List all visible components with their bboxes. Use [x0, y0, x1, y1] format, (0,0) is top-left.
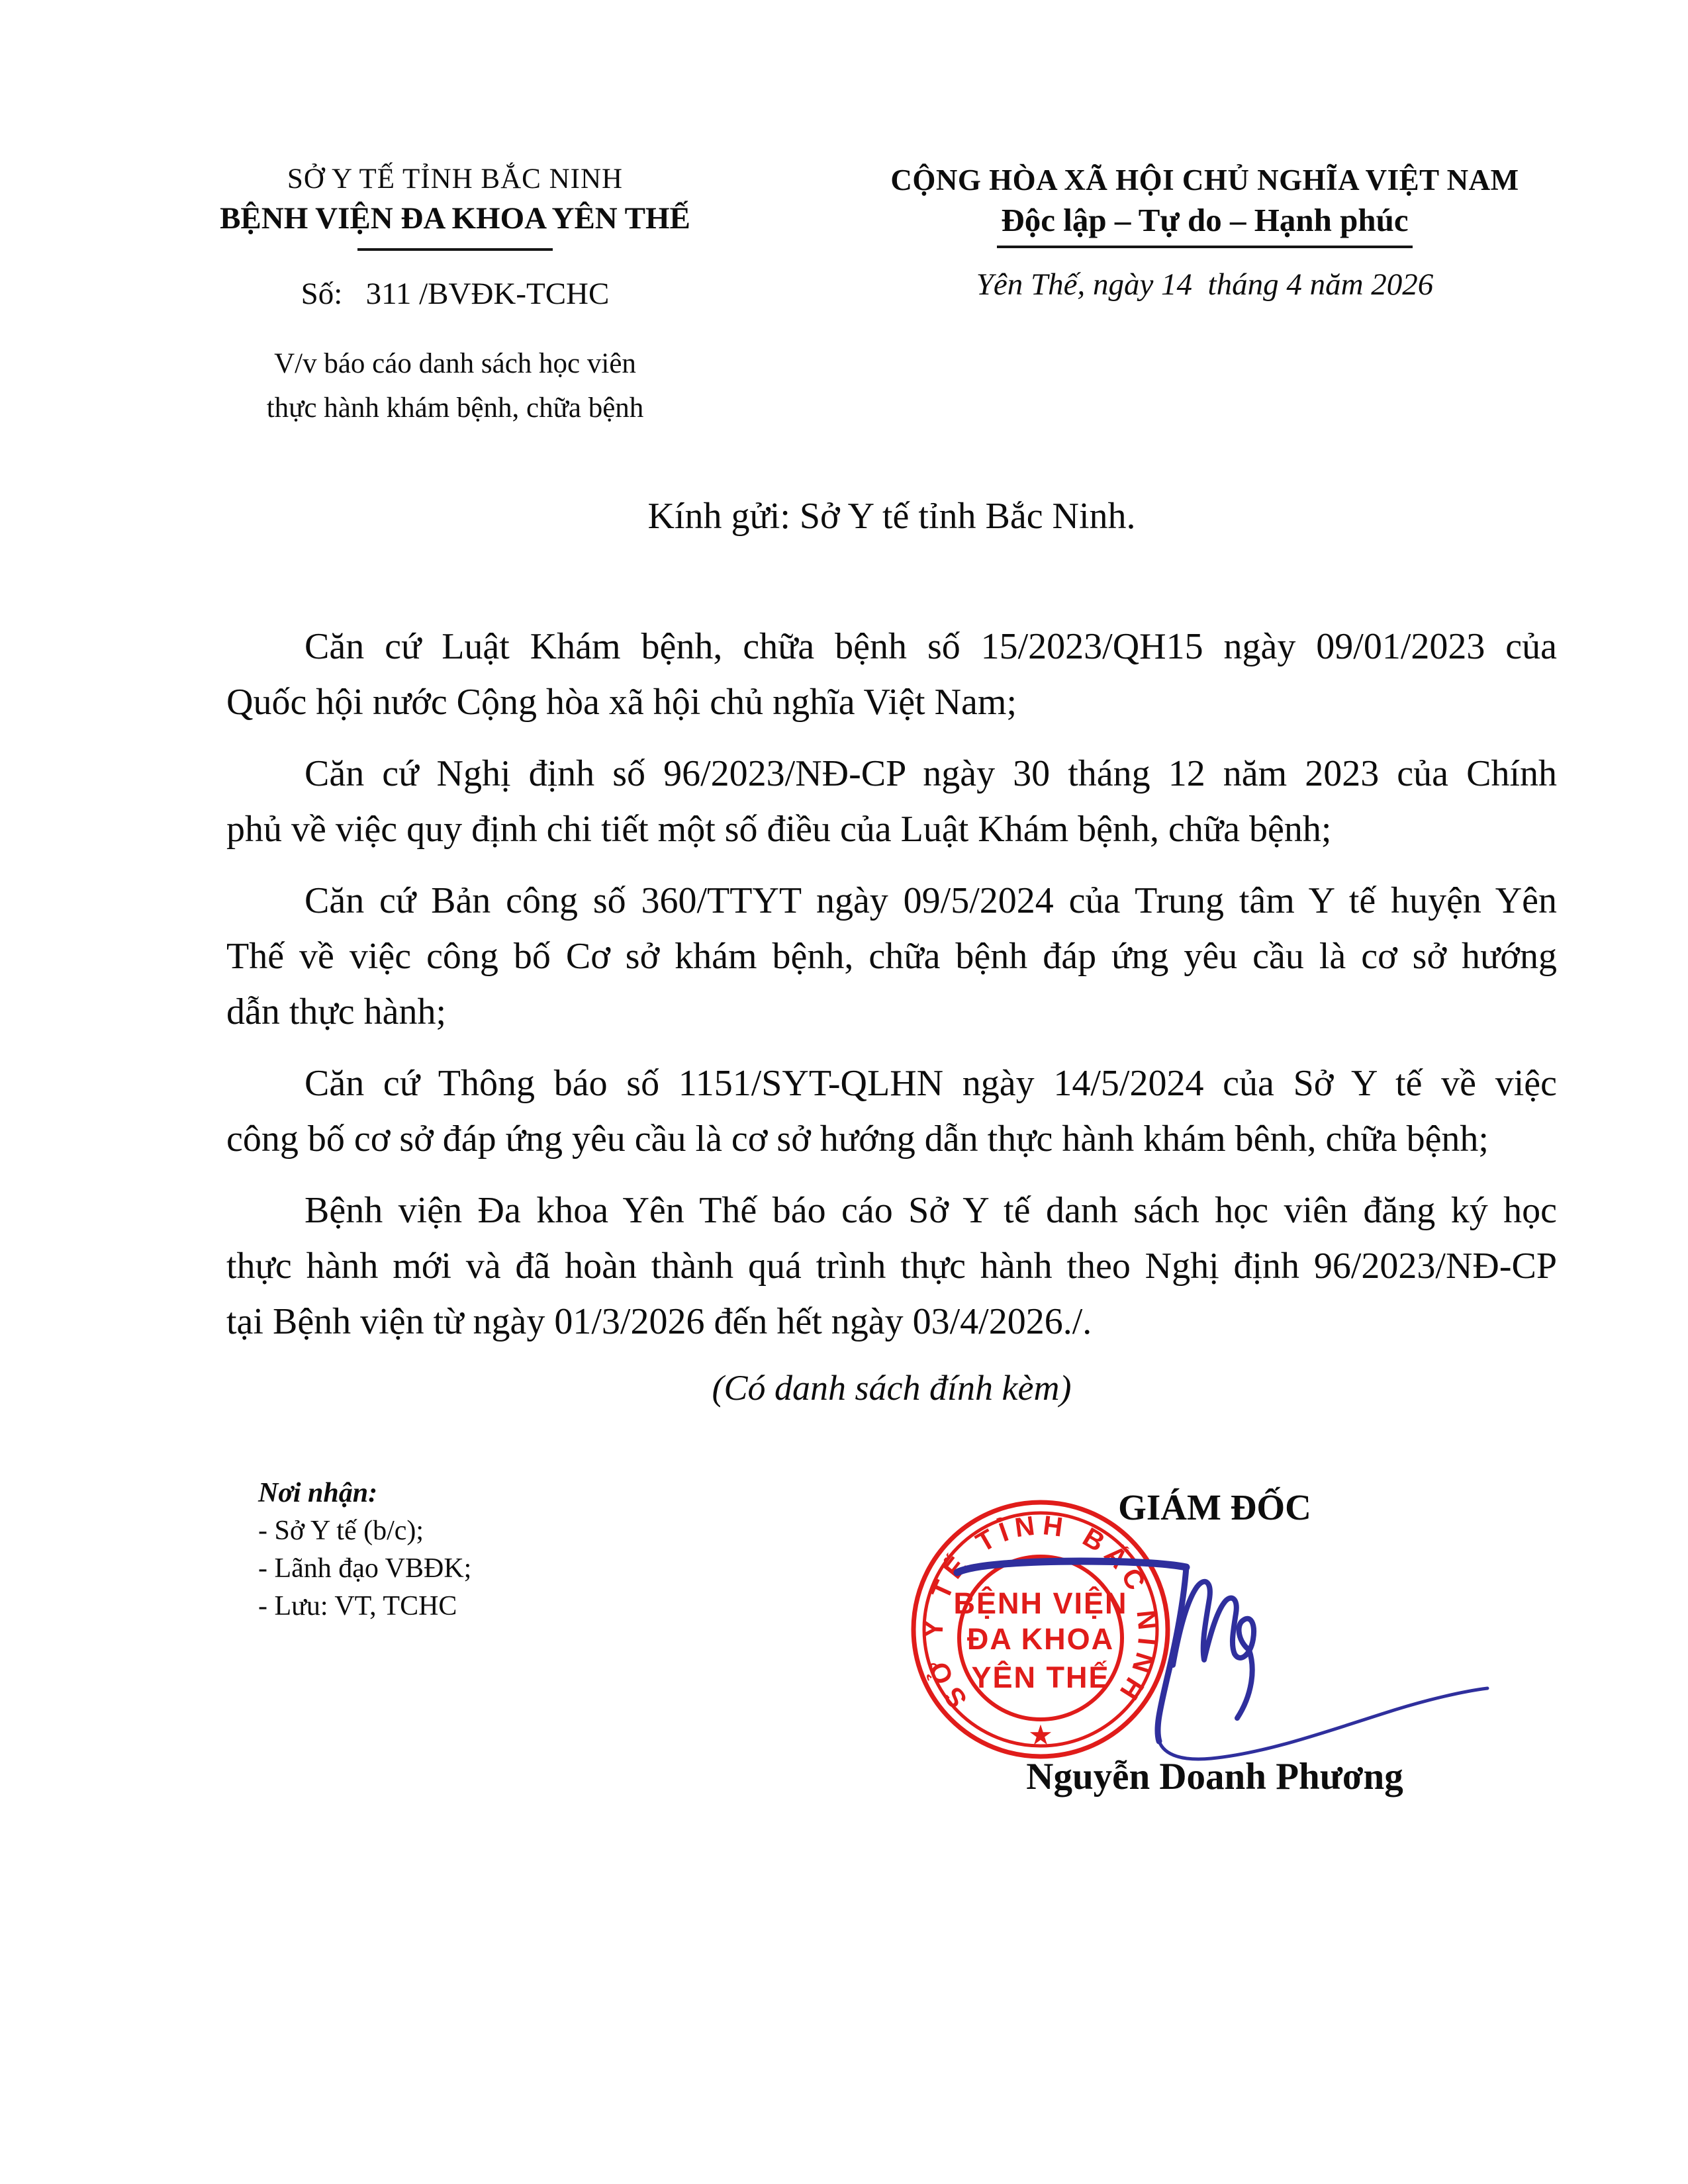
recipients-block	[258, 1475, 471, 1625]
signer-name: Nguyễn Doanh Phương	[1026, 1756, 1403, 1797]
paragraph	[226, 873, 1557, 1040]
body-line: tại Bệnh viện từ ngày 01/3/2026 đến hết ngày 03/4/2026./.	[226, 1301, 1092, 1342]
issuer-header	[156, 163, 755, 430]
place-date-line: Yên Thế, ngày 14 tháng 4 năm 2026	[976, 267, 1434, 302]
paragraph	[226, 1056, 1557, 1167]
body-line: thực hành mới và đã hoàn thành quá trình thực hành theo Nghị định 96/2023/NĐ-CP	[226, 1246, 1557, 1287]
national-header	[818, 163, 1592, 302]
body-line: Căn cứ Luật Khám bệnh, chữa bệnh số 15/2023/QH15 ngày 09/01/2023 của	[305, 626, 1557, 667]
paragraph	[226, 619, 1557, 730]
document-subject	[156, 342, 755, 430]
issuer-parent-org: SỞ Y TẾ TỈNH BẮC NINH	[287, 163, 624, 195]
stamp-org-line-2: ĐA KHOA	[966, 1622, 1115, 1656]
stamp-ring-label: SỞ Y TẾ TỈNH BẮC NINH	[917, 1510, 1164, 1714]
recipient-item: - Sở Y tế (b/c);	[258, 1516, 424, 1546]
issuer-org-name: BỆNH VIỆN ĐA KHOA YÊN THẾ	[220, 201, 690, 236]
body-line: phủ về việc quy định chi tiết một số điều của Luật Khám bệnh, chữa bệnh;	[226, 809, 1332, 850]
paragraph	[226, 746, 1557, 857]
stamp-org-line-3: YÊN THẾ	[971, 1661, 1110, 1694]
signature	[927, 1542, 1523, 1767]
issuer-divider	[357, 248, 553, 251]
attachment-note: (Có danh sách đính kèm)	[712, 1368, 1072, 1408]
national-title: CỘNG HÒA XÃ HỘI CHỦ NGHĨA VIỆT NAM	[890, 163, 1519, 197]
body-line: Căn cứ Thông báo số 1151/SYT-QLHN ngày 14/5/2024 của Sở Y tế về việc	[305, 1063, 1557, 1104]
body-line: Thế về việc công bố Cơ sở khám bệnh, chữa bệnh đáp ứng yêu cầu là cơ sở hướng	[226, 936, 1557, 977]
signature-tail-stroke	[1159, 1688, 1487, 1759]
body-line: Bệnh viện Đa khoa Yên Thế báo cáo Sở Y tế danh sách học viên đăng ký học	[305, 1190, 1557, 1231]
body-line: Quốc hội nước Cộng hòa xã hội chủ nghĩa Việt Nam;	[226, 682, 1017, 723]
signature-top-stroke	[957, 1561, 1186, 1572]
paragraph	[226, 1183, 1557, 1349]
letter-body	[226, 619, 1557, 1365]
recipients-label: Nơi nhận:	[258, 1478, 378, 1508]
subject-line-1: V/v báo cáo danh sách học viên	[274, 348, 636, 379]
subject-line-2: thực hành khám bệnh, chữa bệnh	[266, 392, 644, 424]
document-number: Số: 311 /BVĐK-TCHC	[301, 277, 610, 311]
signature-drop-stroke	[1158, 1567, 1186, 1741]
recipient-item: - Lưu: VT, TCHC	[258, 1591, 457, 1621]
salutation: Kính gửi: Sở Y tế tỉnh Bắc Ninh.	[647, 496, 1136, 537]
body-line: Căn cứ Bản công số 360/TTYT ngày 09/5/2024 của Trung tâm Y tế huyện Yên	[305, 880, 1557, 921]
national-motto: Độc lập – Tự do – Hạnh phúc	[997, 201, 1412, 248]
body-line: Căn cứ Nghị định số 96/2023/NĐ-CP ngày 30 tháng 12 năm 2023 của Chính	[305, 753, 1557, 794]
stamp-star-icon: ★	[1028, 1721, 1053, 1751]
body-line: dẫn thực hành;	[226, 991, 447, 1032]
body-line: công bố cơ sở đáp ứng yêu cầu là cơ sở hướng dẫn thực hành khám bênh, chữa bệnh;	[226, 1118, 1489, 1160]
recipient-item: - Lãnh đạo VBĐK;	[258, 1553, 472, 1584]
signer-title: GIÁM ĐỐC	[1118, 1487, 1311, 1527]
stamp-org-line-1: BỆNH VIỆN	[953, 1586, 1128, 1620]
